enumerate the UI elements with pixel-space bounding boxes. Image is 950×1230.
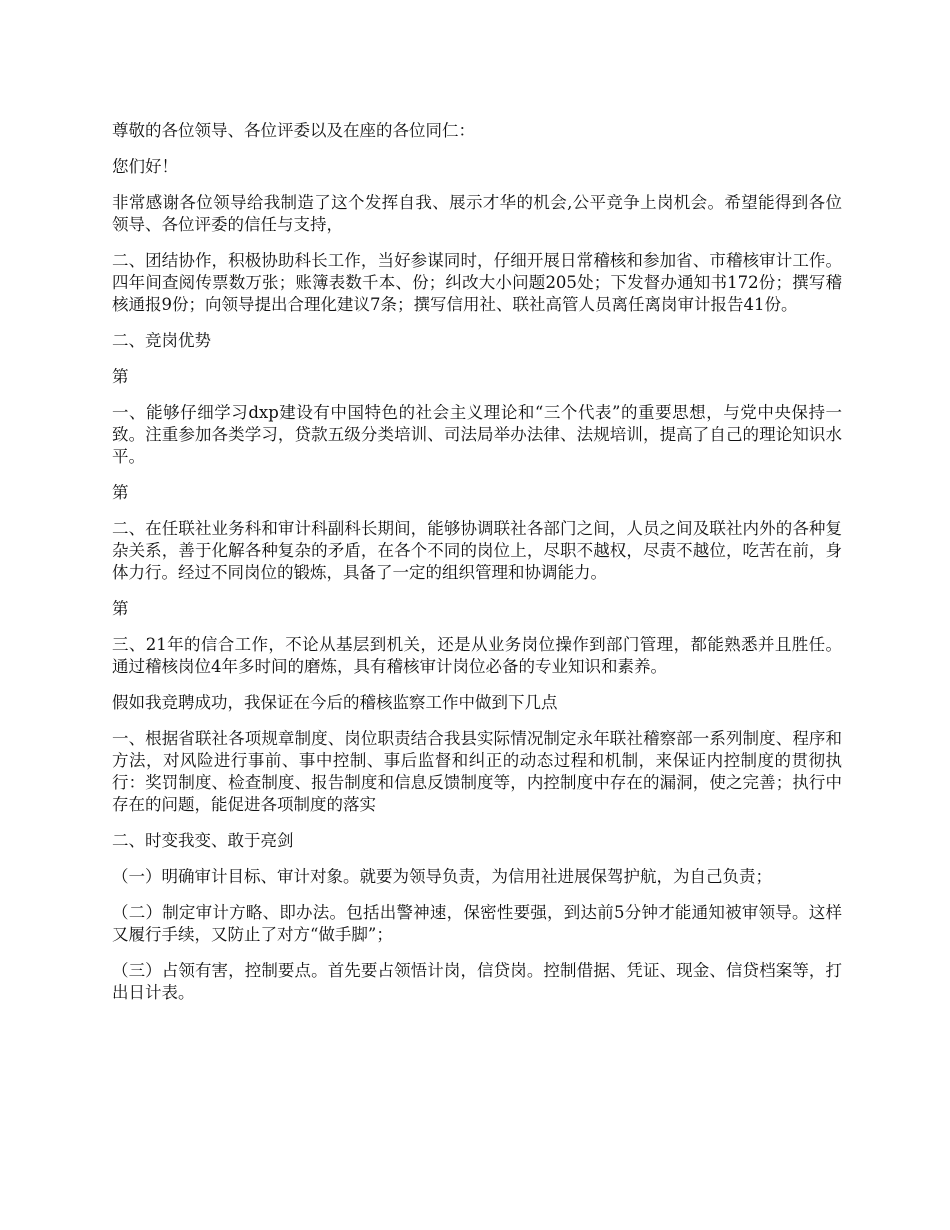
section-heading-change: 二、时变我变、敢于亮剑	[112, 831, 294, 850]
document-body	[112, 120, 842, 1018]
paragraph-thanks: 非常感谢各位领导给我制造了这个发挥自我、展示才华的机会,公平竞争上岗机会。希望能得到各位领导、各位评委的信任与支持，	[112, 193, 842, 234]
paragraph-ordinal: 第	[112, 483, 129, 502]
paragraph-commitment-1: 一、根据省联社各项规章制度、岗位职责结合我县实际情况制定永年联社稽察部一系列制度、程序和方法，对风险进行事前、事中控制、事后监督和纠正的动态过程和机制，来保证内控制度的贯彻执行：奖罚制度、检查制度、报告制度和信息反馈制度等，内控制度中存在的漏洞，使之完善；执行中存在的问题，能促进各项制度的落实	[112, 729, 842, 814]
paragraph-advantage-3: 三、21年的信合工作，不论从基层到机关，还是从业务岗位操作到部门管理，都能熟悉并且胜任。通过稽核岗位4年多时间的磨炼，具有稽核审计岗位必备的专业知识和素养。	[112, 635, 842, 676]
greeting-line: 尊敬的各位领导、各位评委以及在座的各位同仁：	[112, 121, 475, 140]
paragraph-teamwork: 二、团结协作，积极协助科长工作，当好参谋同时，仔细开展日常稽核和参加省、市稽核审计工作。四年间查阅传票数万张；账簿表数千本、份；纠改大小问题205处；下发督办通知书172份；撰写稽核通报9份；向领导提出合理化建议7条；撰写信用社、联社高管人员离任离岗审计报告41份。	[112, 251, 842, 314]
paragraph-ordinal: 第	[112, 599, 129, 618]
paragraph-item-2: （二）制定审计方略、即办法。包括出警神速，保密性要强，到达前5分钟才能通知被审领导。这样又履行手续，又防止了对方“做手脚”；	[112, 903, 842, 944]
paragraph-advantage-2: 二、在任联社业务科和审计科副科长期间，能够协调联社各部门之间，人员之间及联社内外的各种复杂关系，善于化解各种复杂的矛盾，在各个不同的岗位上，尽职不越权，尽责不越位，吃苦在前，身体力行。经过不同岗位的锻炼，具备了一定的组织管理和协调能力。	[112, 519, 842, 582]
paragraph-ordinal: 第	[112, 367, 129, 386]
paragraph-item-3: （三）占领有害，控制要点。首先要占领悟计岗，信贷岗。控制借据、凭证、现金、信贷档案等，打出日计表。	[112, 961, 842, 1002]
paragraph-commitment-intro: 假如我竞聘成功，我保证在今后的稽核监察工作中做到下几点	[112, 693, 558, 712]
paragraph-advantage-1: 一、能够仔细学习dxp建设有中国特色的社会主义理论和“三个代表”的重要思想，与党中央保持一致。注重参加各类学习，贷款五级分类培训、司法局举办法律、法规培训，提高了自己的理论知识水平。	[112, 403, 842, 466]
section-heading-advantages: 二、竞岗优势	[112, 331, 211, 350]
salutation-line: 您们好！	[112, 157, 178, 176]
paragraph-item-1: （一）明确审计目标、审计对象。就要为领导负责，为信用社进展保驾护航，为自己负责；	[112, 867, 772, 886]
